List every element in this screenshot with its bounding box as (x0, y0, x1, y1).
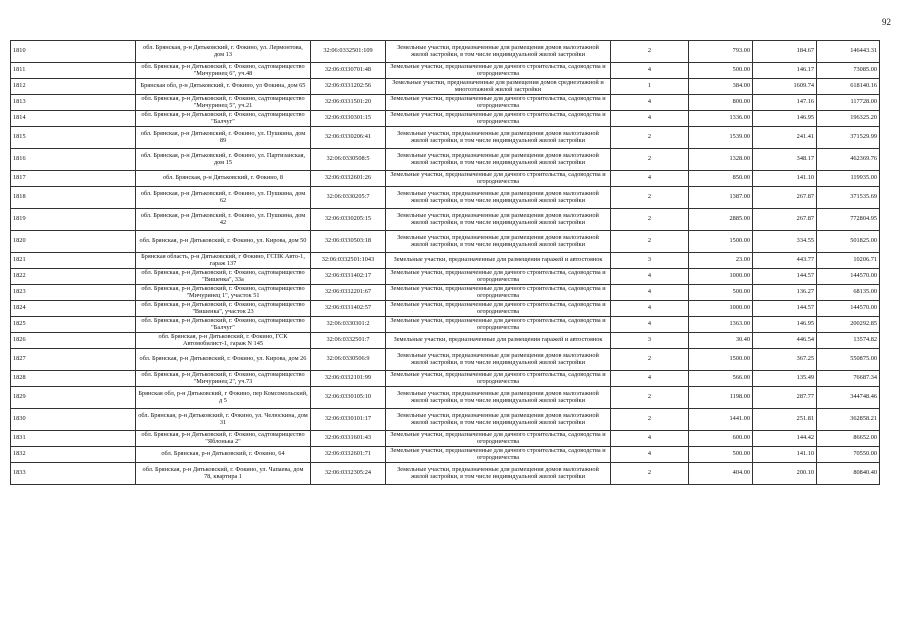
cadastral-value-cell: 196325.20 (817, 111, 880, 127)
specific-value-cell: 144.42 (753, 431, 817, 447)
address-cell: обл. Брянская, р-н Дятьковский, г. Фокино, садтоварищество "Балчуг" (136, 111, 311, 127)
cadastral-value-cell: 371535.69 (817, 187, 880, 209)
cadastral-value-cell: 68135.00 (817, 285, 880, 301)
cadastral-number-cell: 32:06:0330506:9 (311, 349, 386, 371)
address-cell: обл. Брянская, р-н Дятьковский, г. Фокино, ул. Чапаева, дом 78, квартира 1 (136, 463, 311, 485)
cadastral-value-cell: 144570.00 (817, 269, 880, 285)
address-cell: обл. Брянская, р-н Дятьковский, г. Фокино, ул. Лермонтова, дом 13 (136, 41, 311, 63)
row-number-cell: 1812 (11, 79, 136, 95)
cadastral-number-cell: 32:06:0332501:109 (311, 41, 386, 63)
address-cell: обл. Брянская, р-н Дятьковский, г. Фокино, садтоварищество "Мичуринец 2", уч.73 (136, 371, 311, 387)
group-cell: 4 (611, 301, 689, 317)
table-body (11, 41, 880, 485)
cadastral-value-cell: 462369.76 (817, 149, 880, 171)
address-cell: обл. Брянская, р-н Дятьковский, г. Фокино, ГСК Автомобилист-1, гараж N 145 (136, 333, 311, 349)
table-row (11, 447, 880, 463)
page-number: 92 (882, 17, 891, 27)
land-registry-table (10, 40, 880, 485)
specific-value-cell: 141.10 (753, 171, 817, 187)
group-cell: 4 (611, 269, 689, 285)
row-number-cell: 1814 (11, 111, 136, 127)
row-number-cell: 1832 (11, 447, 136, 463)
group-cell: 2 (611, 41, 689, 63)
group-cell: 3 (611, 333, 689, 349)
table-row (11, 431, 880, 447)
area-cell: 850.00 (689, 171, 753, 187)
cadastral-value-cell: 117728.00 (817, 95, 880, 111)
cadastral-value-cell: 10206.71 (817, 253, 880, 269)
table-row (11, 209, 880, 231)
land-use-cell: Земельные участки, предназначенные для дачного строительства, садоводства и огородничества (386, 301, 611, 317)
cadastral-number-cell: 32:06:0331402:57 (311, 301, 386, 317)
cadastral-value-cell: 119935.00 (817, 171, 880, 187)
land-use-cell: Земельные участки, предназначенные для размещения гаражей и автостоянок (386, 253, 611, 269)
cadastral-value-cell: 550875.00 (817, 349, 880, 371)
area-cell: 500.00 (689, 447, 753, 463)
specific-value-cell: 443.77 (753, 253, 817, 269)
cadastral-value-cell: 146443.31 (817, 41, 880, 63)
address-cell: обл. Брянская, р-н Дятьковский, г. Фокино, садтоварищество "Мичуринец 5", уч.21 (136, 95, 311, 111)
specific-value-cell: 241.41 (753, 127, 817, 149)
cadastral-value-cell: 80840.40 (817, 463, 880, 485)
table-row (11, 349, 880, 371)
specific-value-cell: 251.81 (753, 409, 817, 431)
specific-value-cell: 348.17 (753, 149, 817, 171)
specific-value-cell: 200.10 (753, 463, 817, 485)
row-number-cell: 1820 (11, 231, 136, 253)
land-use-cell: Земельные участки, предназначенные для размещения домов малоэтажной жилой застройки, в том числе индивидуальной жилой застройки (386, 387, 611, 409)
table-row (11, 63, 880, 79)
address-cell: обл. Брянская, р-н Дятьковский, г. Фокино, садтоварищество "Балчуг" (136, 317, 311, 333)
cadastral-value-cell: 501825.00 (817, 231, 880, 253)
row-number-cell: 1825 (11, 317, 136, 333)
specific-value-cell: 146.95 (753, 317, 817, 333)
row-number-cell: 1810 (11, 41, 136, 63)
land-use-cell: Земельные участки, предназначенные для размещения домов малоэтажной жилой застройки, в том числе индивидуальной жилой застройки (386, 127, 611, 149)
area-cell: 1363.00 (689, 317, 753, 333)
specific-value-cell: 367.25 (753, 349, 817, 371)
row-number-cell: 1822 (11, 269, 136, 285)
table-row (11, 269, 880, 285)
area-cell: 1441.00 (689, 409, 753, 431)
row-number-cell: 1818 (11, 187, 136, 209)
table-row (11, 187, 880, 209)
address-cell: Брянская обл, р-н Дятьковский, г. Фокино, ул Фокина, дом 65 (136, 79, 311, 95)
address-cell: обл. Брянская, р-н Дятьковский, г. Фокино, 64 (136, 447, 311, 463)
cadastral-number-cell: 32:06:0331402:17 (311, 269, 386, 285)
area-cell: 1000.00 (689, 301, 753, 317)
address-cell: обл. Брянская, р-н Дятьковский, г. Фокино, садтоварищество "Вишенка", участок 23 (136, 301, 311, 317)
cadastral-value-cell: 13574.82 (817, 333, 880, 349)
land-use-cell: Земельные участки, предназначенные для размещения домов малоэтажной жилой застройки, в том числе индивидуальной жилой застройки (386, 349, 611, 371)
area-cell: 1328.00 (689, 149, 753, 171)
cadastral-number-cell: 32:06:0330701:48 (311, 63, 386, 79)
row-number-cell: 1833 (11, 463, 136, 485)
group-cell: 4 (611, 285, 689, 301)
cadastral-number-cell: 32:06:0332101:99 (311, 371, 386, 387)
cadastral-number-cell: 32:06:0330105:10 (311, 387, 386, 409)
cadastral-number-cell: 32:06:0330205:15 (311, 209, 386, 231)
address-cell: обл. Брянская, р-н Дятьковский, г. Фокино, садтоварищество "Мичуринец 6", уч.48 (136, 63, 311, 79)
row-number-cell: 1827 (11, 349, 136, 371)
row-number-cell: 1828 (11, 371, 136, 387)
address-cell: обл. Брянская, р-н Дятьковский, г. Фокино, 8 (136, 171, 311, 187)
cadastral-value-cell: 362858.21 (817, 409, 880, 431)
specific-value-cell: 136.27 (753, 285, 817, 301)
specific-value-cell: 135.49 (753, 371, 817, 387)
group-cell: 2 (611, 231, 689, 253)
cadastral-value-cell: 86652.00 (817, 431, 880, 447)
specific-value-cell: 184.67 (753, 41, 817, 63)
land-use-cell: Земельные участки, предназначенные для размещения домов малоэтажной жилой застройки, в том числе индивидуальной жилой застройки (386, 187, 611, 209)
group-cell: 2 (611, 127, 689, 149)
table-row (11, 171, 880, 187)
row-number-cell: 1813 (11, 95, 136, 111)
address-cell: обл. Брянская, р-н Дятьковский, г. Фокино, садтоварищество "Яблонька 2" (136, 431, 311, 447)
address-cell: обл. Брянская, р-н Дятьковский, г. Фокино, ул. Пушкина, дом 42 (136, 209, 311, 231)
row-number-cell: 1815 (11, 127, 136, 149)
group-cell: 4 (611, 111, 689, 127)
table-row (11, 149, 880, 171)
specific-value-cell: 267.87 (753, 209, 817, 231)
cadastral-number-cell: 32:06:0332601:71 (311, 447, 386, 463)
cadastral-value-cell: 772804.95 (817, 209, 880, 231)
specific-value-cell: 141.10 (753, 447, 817, 463)
area-cell: 2885.00 (689, 209, 753, 231)
row-number-cell: 1826 (11, 333, 136, 349)
table-row (11, 317, 880, 333)
group-cell: 4 (611, 371, 689, 387)
address-cell: обл. Брянская, р-н Дятьковский, г. Фокино, ул. Кирова, дом 26 (136, 349, 311, 371)
area-cell: 793.00 (689, 41, 753, 63)
cadastral-value-cell: 344748.46 (817, 387, 880, 409)
cadastral-number-cell: 32:06:0330503:18 (311, 231, 386, 253)
table-row (11, 463, 880, 485)
area-cell: 1539.00 (689, 127, 753, 149)
cadastral-number-cell: 32:06:0330301:15 (311, 111, 386, 127)
specific-value-cell: 146.95 (753, 111, 817, 127)
address-cell: обл. Брянская, р-н Дятьковский, г. Фокино, ул. Партизанская, дом 15 (136, 149, 311, 171)
area-cell: 1000.00 (689, 269, 753, 285)
cadastral-value-cell: 76687.34 (817, 371, 880, 387)
land-use-cell: Земельные участки, предназначенные для размещения домов малоэтажной жилой застройки, в том числе индивидуальной жилой застройки (386, 463, 611, 485)
row-number-cell: 1819 (11, 209, 136, 231)
table-row (11, 387, 880, 409)
specific-value-cell: 1609.74 (753, 79, 817, 95)
address-cell: Брянская область, р-н Дятьковский, г Фокино, ГСПК Авто-1, гараж 137 (136, 253, 311, 269)
cadastral-value-cell: 200292.85 (817, 317, 880, 333)
cadastral-number-cell: 32:06:0330205:7 (311, 187, 386, 209)
area-cell: 1500.00 (689, 231, 753, 253)
table-row (11, 111, 880, 127)
cadastral-number-cell: 32:06:0332305:24 (311, 463, 386, 485)
group-cell: 1 (611, 79, 689, 95)
land-use-cell: Земельные участки, предназначенные для дачного строительства, садоводства и огородничества (386, 269, 611, 285)
land-use-cell: Земельные участки, предназначенные для дачного строительства, садоводства и огородничества (386, 63, 611, 79)
table-row (11, 231, 880, 253)
address-cell: обл. Брянская, р-н Дятьковский, г. Фокино, садтоварищество "Вишенка", 33а (136, 269, 311, 285)
group-cell: 2 (611, 409, 689, 431)
area-cell: 23.00 (689, 253, 753, 269)
area-cell: 1198.00 (689, 387, 753, 409)
cadastral-value-cell: 70550.00 (817, 447, 880, 463)
table-row (11, 95, 880, 111)
cadastral-number-cell: 32:06:0330301:2 (311, 317, 386, 333)
land-use-cell: Земельные участки, предназначенные для размещения домов малоэтажной жилой застройки, в том числе индивидуальной жилой застройки (386, 209, 611, 231)
group-cell: 2 (611, 463, 689, 485)
land-use-cell: Земельные участки, предназначенные для дачного строительства, садоводства и огородничества (386, 317, 611, 333)
row-number-cell: 1823 (11, 285, 136, 301)
cadastral-number-cell: 32:06:0330101:17 (311, 409, 386, 431)
cadastral-value-cell: 371529.99 (817, 127, 880, 149)
land-use-cell: Земельные участки, предназначенные для размещения домов малоэтажной жилой застройки, в том числе индивидуальной жилой застройки (386, 231, 611, 253)
area-cell: 566.00 (689, 371, 753, 387)
land-use-cell: Земельные участки, предназначенные для дачного строительства, садоводства и огородничества (386, 171, 611, 187)
row-number-cell: 1830 (11, 409, 136, 431)
area-cell: 1500.00 (689, 349, 753, 371)
group-cell: 4 (611, 95, 689, 111)
address-cell: Брянская обл, р-н Дятьковский, г Фокино, пер Комсомольский, д 5 (136, 387, 311, 409)
cadastral-value-cell: 618140.16 (817, 79, 880, 95)
area-cell: 500.00 (689, 285, 753, 301)
table-row (11, 301, 880, 317)
row-number-cell: 1821 (11, 253, 136, 269)
group-cell: 4 (611, 447, 689, 463)
cadastral-number-cell: 32:06:0330206:41 (311, 127, 386, 149)
specific-value-cell: 146.17 (753, 63, 817, 79)
area-cell: 800.00 (689, 95, 753, 111)
group-cell: 4 (611, 431, 689, 447)
group-cell: 2 (611, 209, 689, 231)
row-number-cell: 1824 (11, 301, 136, 317)
land-use-cell: Земельные участки, предназначенные для дачного строительства, садоводства и огородничества (386, 285, 611, 301)
address-cell: обл. Брянская, р-н Дятьковский, г. Фокино, ул. Пушкина, дом 89 (136, 127, 311, 149)
land-use-cell: Земельные участки, предназначенные для дачного строительства, садоводства и огородничества (386, 431, 611, 447)
address-cell: обл. Брянская, р-н Дятьковский, г. Фокино, ул. Челюскина, дом 31 (136, 409, 311, 431)
row-number-cell: 1811 (11, 63, 136, 79)
group-cell: 3 (611, 253, 689, 269)
specific-value-cell: 144.57 (753, 301, 817, 317)
table-row (11, 127, 880, 149)
area-cell: 384.00 (689, 79, 753, 95)
land-use-cell: Земельные участки, предназначенные для дачного строительства, садоводства и огородничества (386, 111, 611, 127)
group-cell: 2 (611, 149, 689, 171)
land-use-cell: Земельные участки, предназначенные для размещения гаражей и автостоянок (386, 333, 611, 349)
area-cell: 30.40 (689, 333, 753, 349)
cadastral-value-cell: 144570.00 (817, 301, 880, 317)
row-number-cell: 1817 (11, 171, 136, 187)
row-number-cell: 1831 (11, 431, 136, 447)
cadastral-number-cell: 32:06:0332201:67 (311, 285, 386, 301)
cadastral-number-cell: 32:06:0332501:7 (311, 333, 386, 349)
cadastral-value-cell: 73085.00 (817, 63, 880, 79)
table-row (11, 333, 880, 349)
group-cell: 2 (611, 387, 689, 409)
specific-value-cell: 147.16 (753, 95, 817, 111)
cadastral-number-cell: 32:06:0331501:20 (311, 95, 386, 111)
address-cell: обл. Брянская, р-н Дятьковский, г. Фокино, садтоварищество "Мичуринец 1", участок 51 (136, 285, 311, 301)
table-row (11, 79, 880, 95)
land-use-cell: Земельные участки, предназначенные для размещения домов малоэтажной жилой застройки, в том числе индивидуальной жилой застройки (386, 409, 611, 431)
land-use-cell: Земельные участки, предназначенные для размещения домов малоэтажной жилой застройки, в том числе индивидуальной жилой застройки (386, 149, 611, 171)
address-cell: обл. Брянская, р-н Дятьковский, г. Фокино, ул. Пушкина, дом 62 (136, 187, 311, 209)
cadastral-number-cell: 32:06:0330508:5 (311, 149, 386, 171)
area-cell: 1336.00 (689, 111, 753, 127)
specific-value-cell: 446.54 (753, 333, 817, 349)
specific-value-cell: 287.77 (753, 387, 817, 409)
cadastral-number-cell: 32:06:0331202:56 (311, 79, 386, 95)
land-use-cell: Земельные участки, предназначенные для дачного строительства, садоводства и огородничества (386, 371, 611, 387)
specific-value-cell: 334.55 (753, 231, 817, 253)
address-cell: обл. Брянская, р-н Дятьковский, г. Фокино, ул. Кирова, дом 50 (136, 231, 311, 253)
land-use-cell: Земельные участки, предназначенные для дачного строительства, садоводства и огородничества (386, 447, 611, 463)
row-number-cell: 1829 (11, 387, 136, 409)
table-row (11, 253, 880, 269)
table-row (11, 285, 880, 301)
row-number-cell: 1816 (11, 149, 136, 171)
area-cell: 600.00 (689, 431, 753, 447)
land-use-cell: Земельные участки, предназначенные для размещения домов среднеэтажной и многоэтажной жилой застройки (386, 79, 611, 95)
specific-value-cell: 144.57 (753, 269, 817, 285)
area-cell: 404.00 (689, 463, 753, 485)
land-use-cell: Земельные участки, предназначенные для размещения домов малоэтажной жилой застройки, в том числе индивидуальной жилой застройки (386, 41, 611, 63)
table-row (11, 41, 880, 63)
table-row (11, 409, 880, 431)
table-row (11, 371, 880, 387)
cadastral-number-cell: 32:06:0332601:26 (311, 171, 386, 187)
area-cell: 500.00 (689, 63, 753, 79)
cadastral-number-cell: 32:06:0332501:1043 (311, 253, 386, 269)
group-cell: 4 (611, 171, 689, 187)
group-cell: 2 (611, 349, 689, 371)
cadastral-number-cell: 32:06:0331601:43 (311, 431, 386, 447)
group-cell: 4 (611, 317, 689, 333)
area-cell: 1387.00 (689, 187, 753, 209)
group-cell: 4 (611, 63, 689, 79)
specific-value-cell: 267.87 (753, 187, 817, 209)
land-use-cell: Земельные участки, предназначенные для дачного строительства, садоводства и огородничества (386, 95, 611, 111)
group-cell: 2 (611, 187, 689, 209)
